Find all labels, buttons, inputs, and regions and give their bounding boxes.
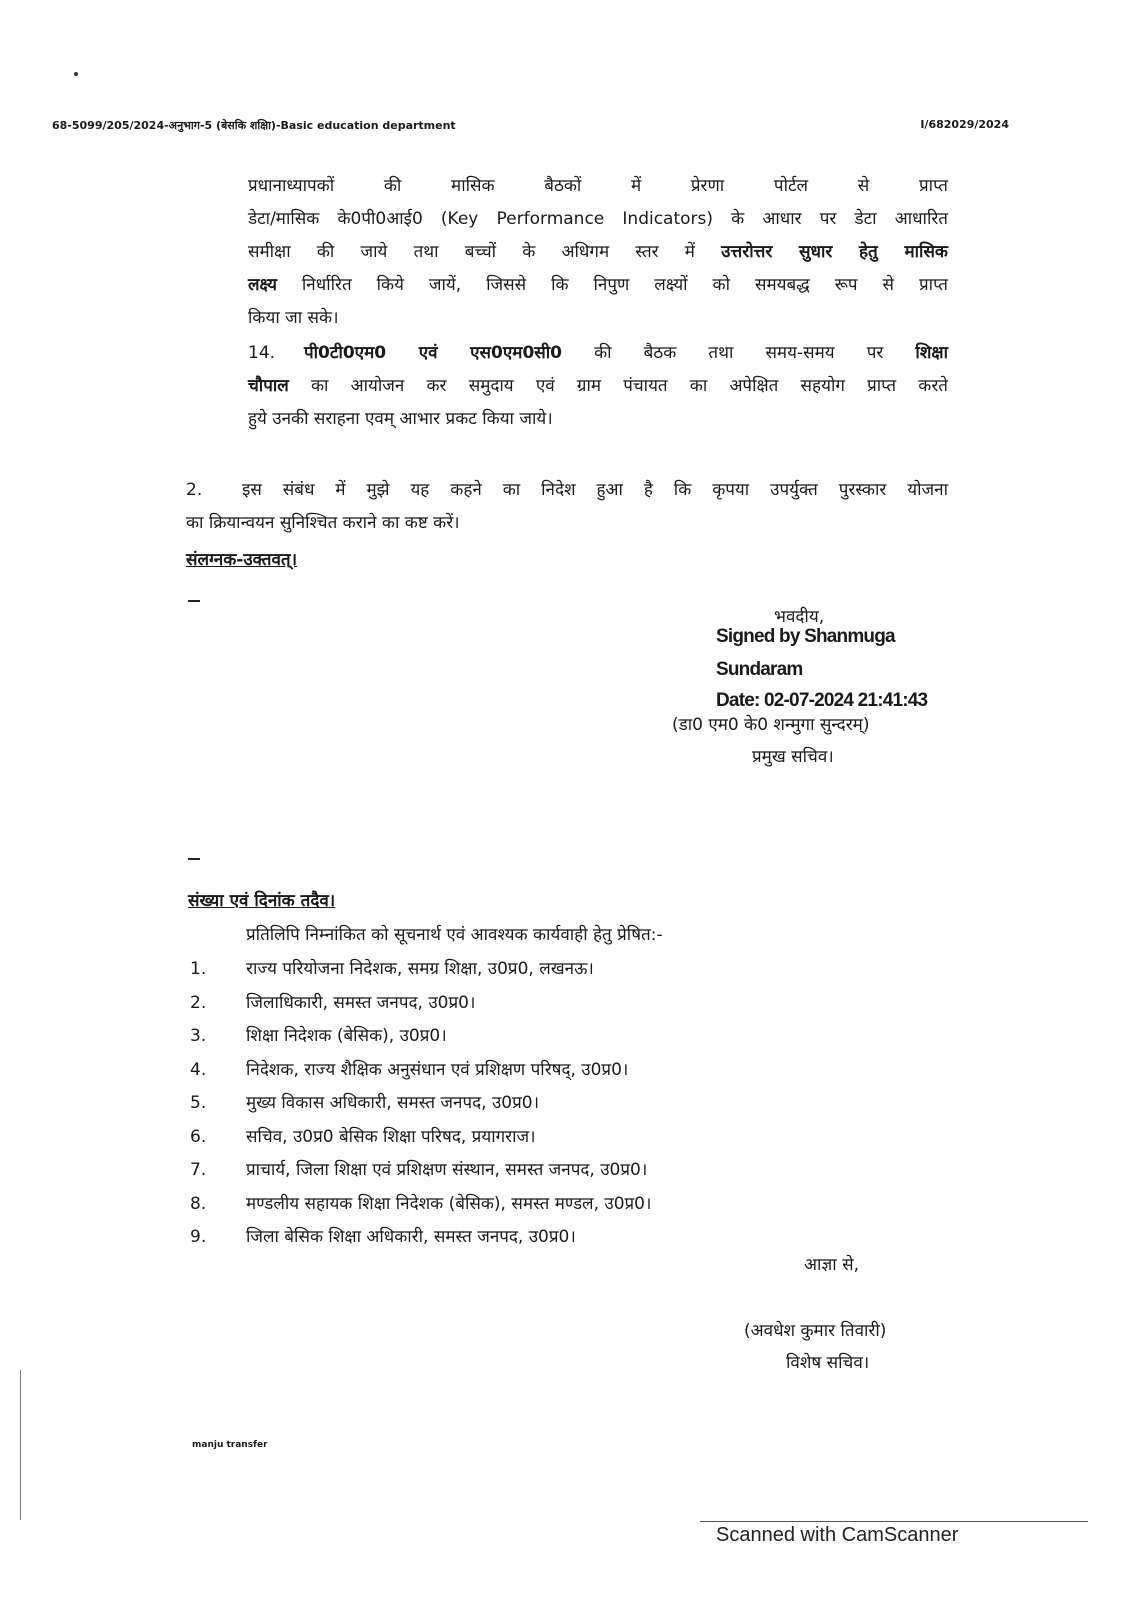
signatory-designation: प्रमुख सचिव। [752, 747, 834, 767]
copy-item-number: 5. [190, 1093, 207, 1113]
copy-list-item [190, 1153, 647, 1187]
kpi-line-2 [248, 203, 948, 236]
copy-list-item [190, 952, 594, 986]
copy-item-text: सचिव, उ0प्र0 बेसिक शिक्षा परिषद, प्रयागराज। [246, 1126, 536, 1147]
copy-item-text: मुख्य विकास अधिकारी, समस्त जनपद, उ0प्र0। [246, 1093, 540, 1113]
copy-list-item [190, 1187, 651, 1221]
copy-item-text: जिलाधिकारी, समस्त जनपद, उ0प्र0। [246, 992, 476, 1013]
copy-item-number: 6. [190, 1126, 207, 1147]
paragraph-2-line-1 [186, 474, 948, 507]
item-14-bold-b: शिक्षा [915, 343, 948, 363]
copy-item-number: 1. [190, 959, 207, 979]
copy-item-number: 7. [190, 1160, 207, 1180]
signed-by-line-1: Signed by Shanmuga [716, 626, 895, 647]
copy-item-text: राज्य परियोजना निदेशक, समग्र शिक्षा, उ0प्र0, लखनऊ। [246, 959, 594, 979]
signatory-name: (डा0 एम0 के0 शन्मुगा सुन्दरम्) [672, 715, 870, 735]
item-14-text-b: का आयोजन कर समुदाय एवं ग्राम पंचायत का अपेक्षित सहयोग प्राप्त करते [288, 376, 948, 396]
copy-item-number: 2. [190, 992, 207, 1013]
copy-list-item [190, 1053, 628, 1087]
document-id: I/682029/2024 [920, 118, 1009, 131]
order-text: आज्ञा से, [804, 1255, 859, 1275]
item-14 [248, 337, 948, 436]
copy-item-number: 4. [190, 1059, 207, 1080]
item-14-text-a: की बैठक तथा समय-समय पर [562, 343, 916, 363]
item-14-bold-a: पी0टी0एम0 एवं एस0एम0सी0 [304, 343, 562, 363]
copy-intro: प्रतिलिपि निम्नांकित को सूचनार्थ एवं आवश्यक कार्यवाही हेतु प्रेषित:- [246, 925, 663, 945]
copy-item-text: निदेशक, राज्य शैक्षिक अनुसंधान एवं प्रशिक्षण परिषद्, उ0प्र0। [246, 1059, 629, 1080]
paragraph-2 [186, 474, 948, 540]
dash-mark-2 [188, 858, 200, 860]
copy-item-number: 9. [190, 1227, 207, 1247]
salutation: भवदीय, [774, 607, 825, 627]
dash-mark [188, 600, 200, 602]
item-14-bold-c: चौपाल [248, 376, 289, 396]
kpi-line-3-text: समीक्षा की जाये तथा बच्चों के अधिगम स्तर में [248, 242, 722, 262]
transfer-note: manju transfer [192, 1440, 268, 1450]
kpi-line-2-text: डेटा/मासिक के0पी0आई0 (Key Performance Indicators) के आधार पर डेटा आधारित [248, 209, 948, 229]
kpi-line-4 [248, 269, 948, 302]
page-dot [74, 72, 78, 76]
signature-date: Date: 02-07-2024 21:41:43 [716, 690, 928, 711]
copy-item-text: प्राचार्य, जिला शिक्षा एवं प्रशिक्षण संस्थान, समस्त जनपद, उ0प्र0। [246, 1160, 648, 1180]
paragraph-2-number: 2. [186, 480, 203, 500]
copy-item-number: 3. [190, 1026, 207, 1046]
kpi-paragraph [248, 170, 948, 335]
copy-list-item [190, 986, 475, 1020]
signed-by-line-2: Sundaram [716, 659, 803, 680]
scanner-watermark: Scanned with CamScanner [716, 1524, 959, 1546]
item-14-line-1 [248, 337, 948, 370]
kpi-line-5: किया जा सके। [248, 308, 339, 328]
item-14-line-2 [248, 370, 948, 403]
scanner-rule [700, 1521, 1088, 1522]
item-14-line-3: हुये उनकी सराहना एवम् आभार प्रकट किया जाये। [248, 409, 553, 429]
paragraph-2-line-2: का क्रियान्वयन सुनिश्चित कराने का कष्ट करें। [186, 513, 460, 533]
copy-list-item [190, 1019, 447, 1053]
copy-list-item [190, 1120, 536, 1154]
copy-item-text: जिला बेसिक शिक्षा अधिकारी, समस्त जनपद, उ0प्र0। [246, 1227, 576, 1247]
kpi-line-4-bold: लक्ष्य [248, 275, 277, 295]
scan-margin-line [20, 1370, 21, 1520]
officer-designation: विशेष सचिव। [786, 1353, 870, 1373]
copy-item-text: मण्डलीय सहायक शिक्षा निदेशक (बेसिक), समस्त मण्डल, उ0प्र0। [246, 1193, 652, 1214]
officer-name: (अवधेश कुमार तिवारी) [744, 1321, 887, 1341]
file-reference: 68-5099/205/2024-अनुभाग-5 (बेसकि शक्षिा)-Basic education department [52, 119, 456, 132]
copy-list-item [190, 1086, 539, 1120]
kpi-line-3-bold: उत्तरोत्तर सुधार हेतु मासिक [721, 242, 948, 262]
kpi-line-4-text: निर्धारित किये जायें, जिससे कि निपुण लक्ष्यों को समयबद्ध रूप से प्राप्त [276, 275, 948, 295]
kpi-line-1: प्रधानाध्यापकों की मासिक बैठकों में प्रेरणा पोर्टल से प्राप्त [248, 176, 948, 196]
enclosure-label: संलग्नक-उक्तवत्। [186, 550, 298, 570]
copy-title: संख्या एवं दिनांक तदैव। [188, 891, 336, 911]
kpi-line-3 [248, 236, 948, 269]
item-14-number: 14. [248, 343, 276, 363]
copy-list-item [190, 1220, 576, 1254]
paragraph-2-text-a: इस संबंध में मुझे यह कहने का निदेश हुआ है कि कृपया उपर्युक्त पुरस्कार योजना [242, 480, 948, 500]
copy-item-number: 8. [190, 1193, 207, 1214]
copy-item-text: शिक्षा निदेशक (बेसिक), उ0प्र0। [246, 1026, 447, 1046]
